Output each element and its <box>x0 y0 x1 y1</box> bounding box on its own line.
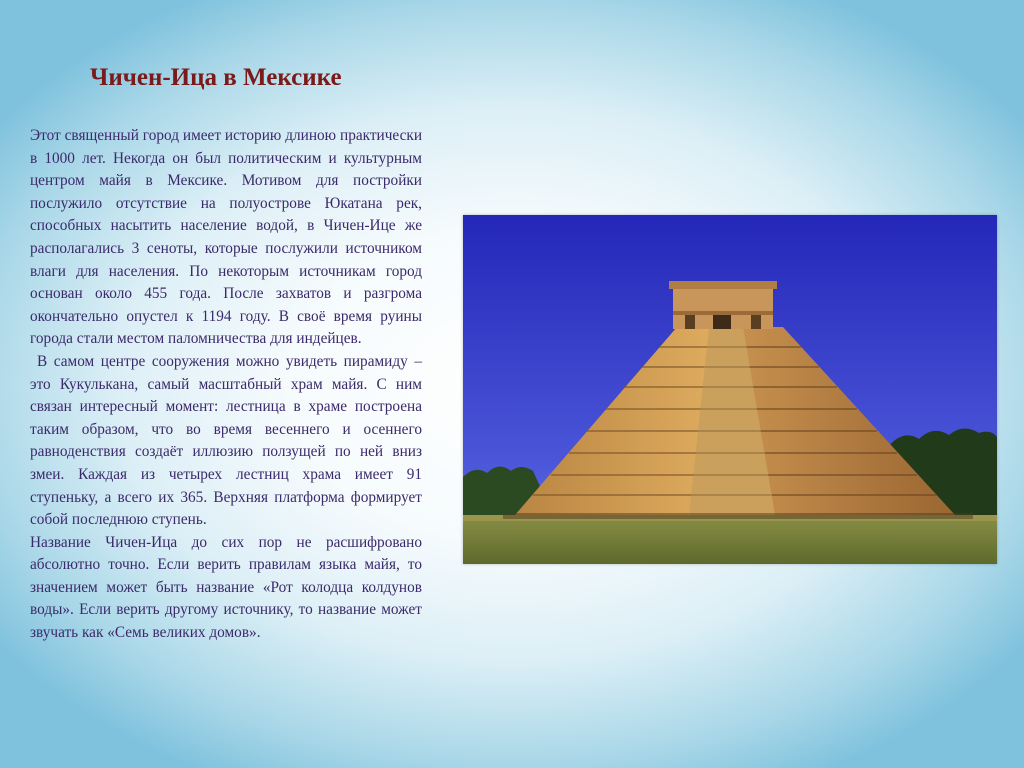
paragraph-pyramid: В самом центре сооружения можно увидеть пирамиду – это Кукулькана, самый масштабный храм майя. С ним связан интересный момент: лестница в храме построена таким образом, что во время весеннего и осеннего равноденствия создаёт иллюзию ползущей по ней вниз змеи. Каждая из четырех лестниц храма имеет 91 ступеньку, а всего их 365. Верхняя платформа формирует собой последнюю ступень. <box>30 352 422 529</box>
paragraph-name: Название Чичен-Ица до сих пор не расшифровано абсолютно точно. Если верить правилам языка майя, то значением может быть название «Рот колодца колдунов воды». Если верить другому источнику, то название может звучать как «Семь великих домов». <box>30 533 422 642</box>
pyramid-photo <box>463 215 997 564</box>
paragraph-history: Этот священный город имеет историю длиною практически в 1000 лет. Некогда он был политическим и культурным центром майя в Мексике. Мотивом для постройки послужило отсутствие на полуострове Юкатана рек, способных насытить население водой, в Чичен-Ице же располагались 3 сеноты, которые послужили источником влаги для населения. По некоторым источникам город основан около 455 года. После захватов и разгрома окончательно опустел к 1194 году. В своё время руины города стали местом паломничества для индейцев. <box>30 127 422 348</box>
pyramid-illustration <box>463 215 997 564</box>
slide-title: Чичен-Ица в Мексике <box>90 64 342 91</box>
slide-body-text <box>30 125 422 645</box>
